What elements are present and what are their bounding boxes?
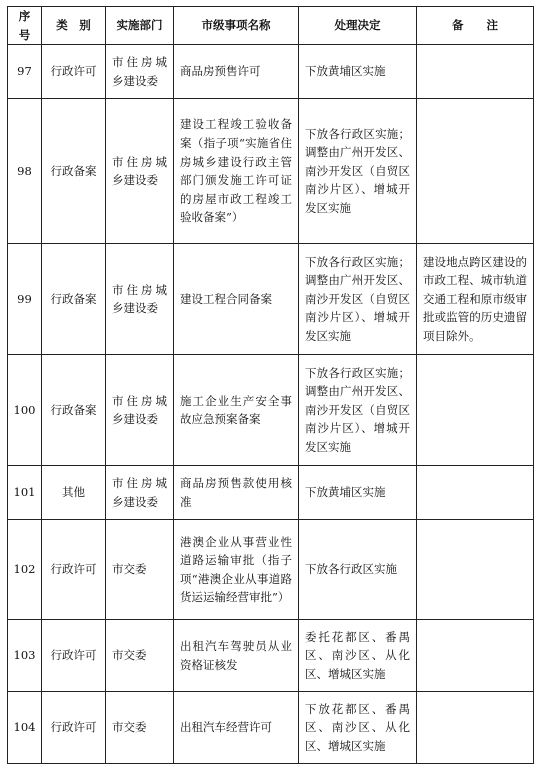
- row-dept: 市交委: [106, 620, 174, 692]
- row-remark: [417, 45, 534, 99]
- items-table: [7, 6, 534, 764]
- table-row: [8, 466, 534, 520]
- row-dept: 市住房城乡建设委: [106, 99, 174, 244]
- row-category: 行政备案: [42, 355, 106, 466]
- row-remark: [417, 620, 534, 692]
- row-category: 行政许可: [42, 45, 106, 99]
- row-dept: 市住房城乡建设委: [106, 466, 174, 520]
- row-decision: 下放各行政区实施；调整由广州开发区、南沙开发区（自贸区南沙片区）、增城开发区实施: [299, 355, 417, 466]
- row-decision: 下放花都区、番禺区、南沙区、从化区、增城区实施: [299, 692, 417, 764]
- row-category: 行政许可: [42, 692, 106, 764]
- row-category: 行政备案: [42, 244, 106, 355]
- row-dept: 市住房城乡建设委: [106, 45, 174, 99]
- table-row: [8, 45, 534, 99]
- row-no: 102: [8, 520, 42, 620]
- header-no: 序号: [8, 7, 42, 45]
- row-dept: 市交委: [106, 520, 174, 620]
- row-item: 出租汽车驾驶员从业资格证核发: [174, 620, 299, 692]
- row-item: 商品房预售许可: [174, 45, 299, 99]
- row-item: 建设工程竣工验收备案（指子项“实施省住房城乡建设行政主管部门颁发施工许可证的房屋市政工程竣工验收备案”）: [174, 99, 299, 244]
- row-no: 99: [8, 244, 42, 355]
- row-item: 出租汽车经营许可: [174, 692, 299, 764]
- row-decision: 下放各行政区实施；调整由广州开发区、南沙开发区（自贸区南沙片区）、增城开发区实施: [299, 99, 417, 244]
- table-row: [8, 692, 534, 764]
- row-dept: 市住房城乡建设委: [106, 355, 174, 466]
- row-remark: [417, 466, 534, 520]
- row-item: 建设工程合同备案: [174, 244, 299, 355]
- row-no: 101: [8, 466, 42, 520]
- table-row: [8, 620, 534, 692]
- row-no: 100: [8, 355, 42, 466]
- header-row: [8, 7, 534, 45]
- header-decision: 处理决定: [299, 7, 417, 45]
- row-remark: [417, 355, 534, 466]
- row-item: 港澳企业从事营业性道路运输审批（指子项“港澳企业从事道路货运运输经营审批”）: [174, 520, 299, 620]
- row-item: 商品房预售款使用核准: [174, 466, 299, 520]
- row-decision: 委托花都区、番禺区、南沙区、从化区、增城区实施: [299, 620, 417, 692]
- row-category: 行政许可: [42, 520, 106, 620]
- table-row: [8, 244, 534, 355]
- row-category: 其他: [42, 466, 106, 520]
- row-dept: 市交委: [106, 692, 174, 764]
- row-no: 98: [8, 99, 42, 244]
- row-remark: 建设地点跨区建设的市政工程、城市轨道交通工程和原市级审批或监管的历史遗留项目除外。: [417, 244, 534, 355]
- row-category: 行政备案: [42, 99, 106, 244]
- header-item: 市级事项名称: [174, 7, 299, 45]
- row-item: 施工企业生产安全事故应急预案备案: [174, 355, 299, 466]
- row-no: 97: [8, 45, 42, 99]
- row-remark: [417, 99, 534, 244]
- row-decision: 下放黄埔区实施: [299, 45, 417, 99]
- table-row: [8, 520, 534, 620]
- row-category: 行政许可: [42, 620, 106, 692]
- row-no: 103: [8, 620, 42, 692]
- row-remark: [417, 520, 534, 620]
- header-dept: 实施部门: [106, 7, 174, 45]
- row-decision: 下放黄埔区实施: [299, 466, 417, 520]
- row-decision: 下放各行政区实施: [299, 520, 417, 620]
- table-row: [8, 355, 534, 466]
- row-decision: 下放各行政区实施；调整由广州开发区、南沙开发区（自贸区南沙片区）、增城开发区实施: [299, 244, 417, 355]
- header-remark: 备 注: [417, 7, 534, 45]
- table-row: [8, 99, 534, 244]
- row-dept: 市住房城乡建设委: [106, 244, 174, 355]
- header-category: 类 别: [42, 7, 106, 45]
- row-remark: [417, 692, 534, 764]
- row-no: 104: [8, 692, 42, 764]
